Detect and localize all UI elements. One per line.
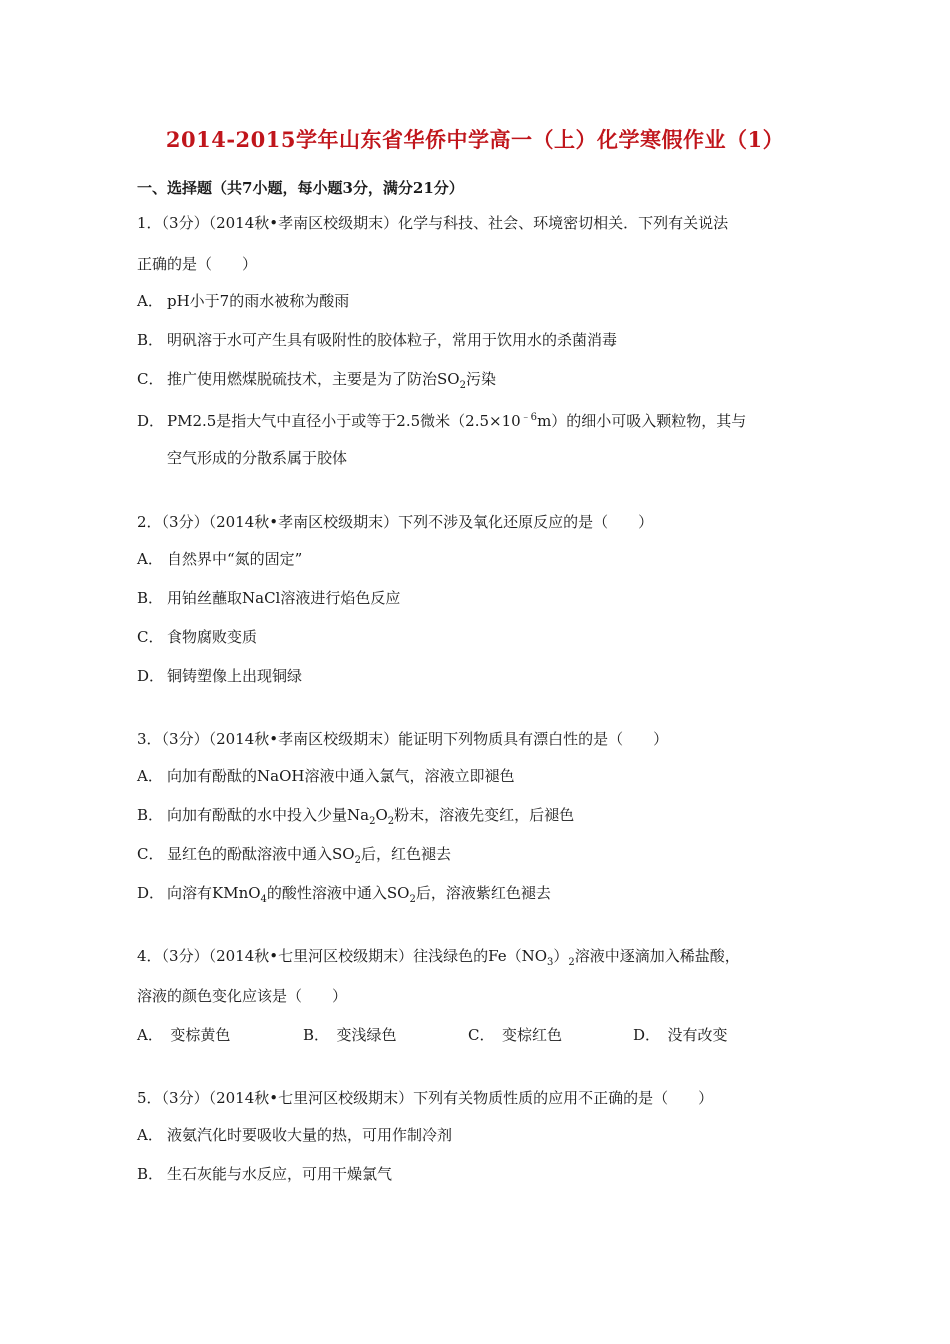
question-1-stem: 1．（3分）（2014秋•孝南区校级期末）化学与科技、社会、环境密切相关．下列有关说法	[137, 214, 729, 232]
question-1-stem-cont: 正确的是（ ）	[137, 255, 258, 273]
q1-option-d-cont: 空气形成的分散系属于胶体	[167, 449, 348, 467]
q3-option-d: D． 向溶有KMnO$_4$的酸性溶液中通入$SO_2$后，溶液紫红色褪去	[137, 884, 551, 905]
q2-option-a: A． 自然界中“氮的固定”	[137, 550, 303, 568]
document-title: 2014-2015学年山东省华侨中学高一（上）化学寒假作业（1）	[165, 127, 785, 152]
q3-option-c: C． 显红色的酚酞溶液中通入$SO_2$后，红色褪去	[137, 845, 451, 866]
question-3-stem: 3．（3分）（2014秋•孝南区校级期末）能证明下列物质具有漂白性的是（ ）	[137, 730, 669, 748]
q3-option-b: B． 向加有酚酞的水中投入少量$Na_2O_2$粉末，溶液先变红，后褪色	[137, 806, 575, 827]
q4-option-a: A． 变棕黄色	[137, 1026, 231, 1044]
question-4-stem: 4．（3分）（2014秋•七里河区校级期末）往浅绿色的$Fe(NO_3)_2$溶液中逐滴加入稀盐酸，	[137, 947, 740, 968]
q4-option-c: C． 变棕红色	[468, 1026, 562, 1044]
q1-option-d: D． PM2.5是指大气中直径小于或等于2.5微米$(2.5\times 10^{﹣6}m)$的细小可吸入颗粒物，其与	[137, 412, 747, 430]
q1-option-a: A． pH小于7的雨水被称为酸雨	[137, 292, 350, 310]
q4-options-row	[137, 1024, 837, 1044]
q4-option-b: B． 变浅绿色	[303, 1026, 397, 1044]
q2-option-d: D． 铜铸塑像上出现铜绿	[137, 667, 303, 685]
q1-option-c: C． 推广使用燃煤脱硫技术，主要是为了防治$SO_2$污染	[137, 370, 496, 391]
question-2-stem: 2．（3分）（2014秋•孝南区校级期末）下列不涉及氧化还原反应的是（ ）	[137, 513, 654, 531]
q2-option-b: B． 用铂丝蘸取NaCl溶液进行焰色反应	[137, 589, 401, 607]
question-4-stem-cont: 溶液的颜色变化应该是（ ）	[137, 987, 348, 1005]
section-heading: 一、选择题（共7小题，每小题3分，满分21分）	[137, 179, 464, 197]
q4-option-d: D． 没有改变	[633, 1026, 728, 1044]
q2-option-c: C． 食物腐败变质	[137, 628, 258, 646]
question-5-stem: 5．（3分）（2014秋•七里河区校级期末）下列有关物质性质的应用不正确的是（ ）	[137, 1089, 714, 1107]
q3-option-a: A． 向加有酚酞的NaOH溶液中通入氯气，溶液立即褪色	[137, 767, 515, 785]
q5-option-b: B． 生石灰能与水反应，可用干燥氯气	[137, 1165, 393, 1183]
q1-option-b: B． 明矾溶于水可产生具有吸附性的胶体粒子，常用于饮用水的杀菌消毒	[137, 331, 618, 349]
q5-option-a: A． 液氨汽化时要吸收大量的热，可用作制冷剂	[137, 1126, 453, 1144]
